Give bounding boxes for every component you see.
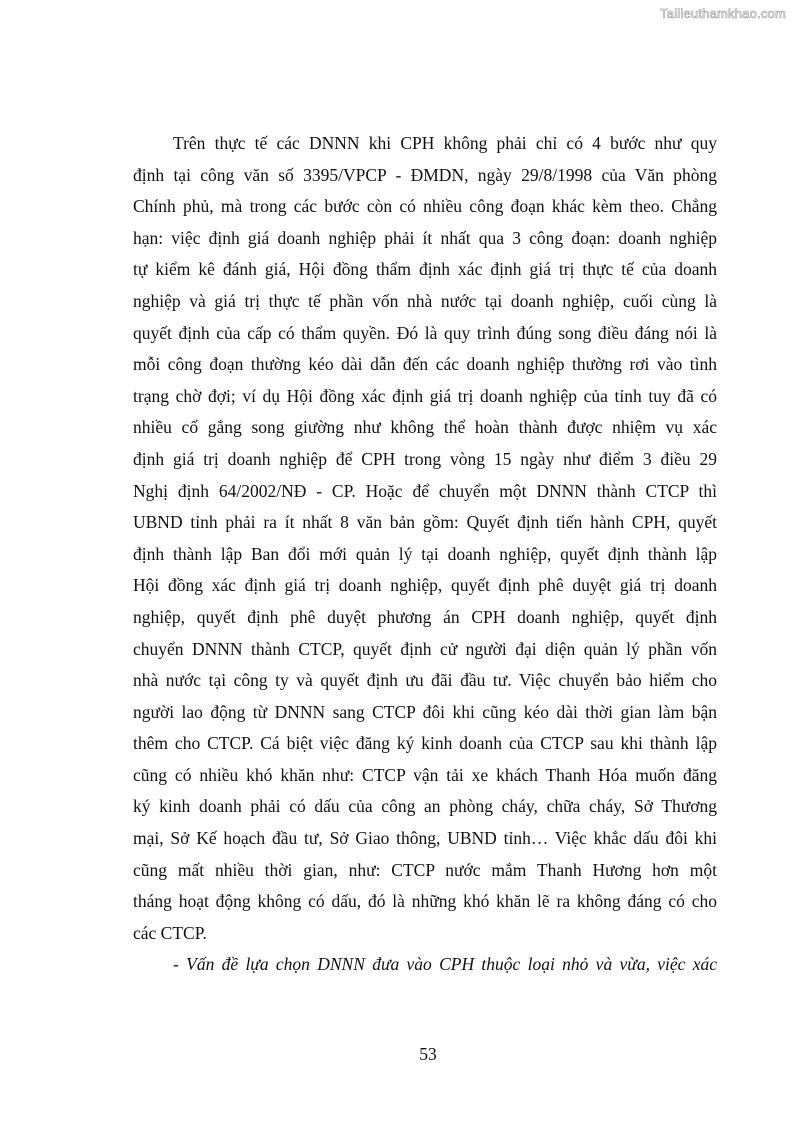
paragraph-line: người lao động từ DNNN sang CTCP đôi khi cũng kéo dài thời gian làm bận bbox=[133, 701, 717, 722]
paragraph-line: thêm cho CTCP. Cá biệt việc đăng ký kinh doanh của CTCP sau khi thành lập bbox=[133, 733, 717, 754]
paragraph-line: hạn: việc định giá doanh nghiệp phải ít nhất qua 3 công đoạn: doanh nghiệp bbox=[133, 227, 717, 248]
paragraph-line: nghiệp, quyết định phê duyệt phương án CPH doanh nghiệp, quyết định bbox=[133, 606, 717, 627]
paragraph-line: nghiệp và giá trị thực tế phần vốn nhà nước tại doanh nghiệp, cuối cùng là bbox=[133, 290, 717, 311]
paragraph-line: cũng mất nhiều thời gian, như: CTCP nước mắm Thanh Hương hơn một bbox=[133, 859, 717, 880]
paragraph-line: trạng chờ đợi; ví dụ Hội đồng xác định giá trị doanh nghiệp của tỉnh tuy đã có bbox=[133, 385, 717, 406]
paragraph-line: tự kiểm kê đánh giá, Hội đồng thẩm định xác định giá trị thực tế của doanh bbox=[133, 259, 717, 280]
paragraph-line: Hội đồng xác định giá trị doanh nghiệp, quyết định phê duyệt giá trị doanh bbox=[133, 575, 717, 596]
paragraph-line: mại, Sở Kế hoạch đầu tư, Sở Giao thông, UBND tỉnh… Việc khắc dấu đôi khi bbox=[133, 828, 717, 849]
paragraph-line: ký kinh doanh phải có dấu của công an phòng cháy, chữa cháy, Sở Thương bbox=[133, 796, 717, 817]
paragraph-line: Nghị định 64/2002/NĐ - CP. Hoặc để chuyển một DNNN thành CTCP thì bbox=[133, 480, 717, 501]
paragraph-line: cũng có nhiều khó khăn như: CTCP vận tải xe khách Thanh Hóa muốn đăng bbox=[133, 764, 717, 785]
paragraph-line: chuyển DNNN thành CTCP, quyết định cử người đại diện quản lý phần vốn bbox=[133, 638, 717, 659]
watermark-text: Tailieuthamkhao.com bbox=[660, 6, 786, 21]
paragraph-line: Trên thực tế các DNNN khi CPH không phải chỉ có 4 bước như quy bbox=[173, 133, 717, 153]
document-body bbox=[133, 128, 717, 981]
paragraph-line: nhà nước tại công ty và quyết định ưu đãi đầu tư. Việc chuyển bảo hiểm cho bbox=[133, 670, 717, 691]
paragraph-line: định thành lập Ban đổi mới quản lý tại doanh nghiệp, quyết định thành lập bbox=[133, 543, 717, 564]
paragraph-line: quyết định của cấp có thẩm quyền. Đó là quy trình đúng song điều đáng nói là bbox=[133, 322, 717, 343]
paragraph-line: UBND tỉnh phải ra ít nhất 8 văn bản gồm: Quyết định tiến hành CPH, quyết bbox=[133, 512, 717, 533]
italic-heading-line: - Vấn đề lựa chọn DNNN đưa vào CPH thuộc loại nhỏ và vừa, việc xác bbox=[173, 954, 717, 975]
paragraph-line: định tại công văn số 3395/VPCP - ĐMDN, ngày 29/8/1998 của Văn phòng bbox=[133, 164, 717, 185]
paragraph-line: Chính phủ, mà trong các bước còn có nhiều công đoạn khác kèm theo. Chẳng bbox=[133, 196, 717, 217]
page-number: 53 bbox=[419, 1044, 437, 1064]
paragraph-line: tháng hoạt động không có dấu, đó là những khó khăn lẽ ra không đáng có cho bbox=[133, 891, 717, 912]
paragraph-line: mỗi công đoạn thường kéo dài dẫn đến các doanh nghiệp thường rơi vào tình bbox=[133, 354, 717, 375]
paragraph-line: định giá trị doanh nghiệp để CPH trong vòng 15 ngày như điểm 3 điều 29 bbox=[133, 448, 717, 469]
paragraph-line: các CTCP. bbox=[133, 922, 207, 943]
paragraph-line: nhiều cố gắng song giường như không thể hoàn thành được nhiệm vụ xác bbox=[133, 417, 717, 438]
